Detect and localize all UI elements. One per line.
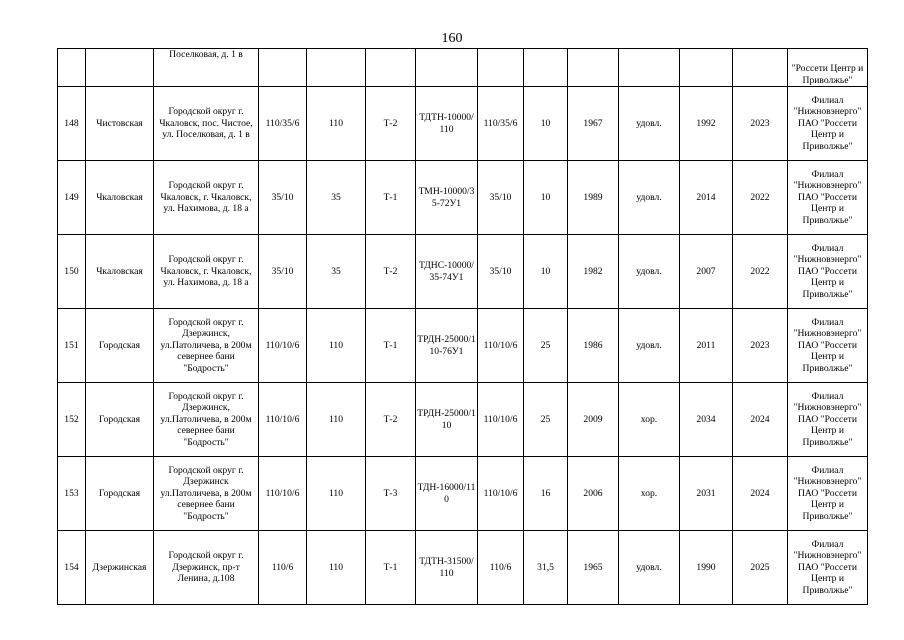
- cell-power: 10: [524, 161, 568, 235]
- table-row: [58, 235, 868, 309]
- cell-transformer-no: [366, 49, 416, 87]
- cell-address: Городской округ г. Дзержинск, пр-т Ленина, д.108: [154, 531, 259, 605]
- cell-voltage-trans: 110/10/6: [478, 383, 524, 457]
- cell-power: 16: [524, 457, 568, 531]
- cell-voltage-trans: 110/35/6: [478, 87, 524, 161]
- cell-condition: удовл.: [619, 309, 680, 383]
- cell-transformer-no: Т-3: [366, 457, 416, 531]
- cell-owner: Филиал "Нижновэнерго" ПАО "Россети Центр и Приволжье": [788, 87, 868, 161]
- cell-name: Городская: [86, 457, 154, 531]
- cell-voltage-trans: 110/10/6: [478, 309, 524, 383]
- cell-address: Поселковая, д. 1 в: [154, 49, 259, 87]
- cell-name: Чистовская: [86, 87, 154, 161]
- cell-year-commission: 2011: [680, 309, 733, 383]
- cell-owner: Филиал "Нижновэнерго" ПАО "Россети Центр и Приволжье": [788, 309, 868, 383]
- table-row: [58, 161, 868, 235]
- cell-year-manufacture: 1986: [568, 309, 619, 383]
- cell-year-commission: 1990: [680, 531, 733, 605]
- cell-condition: удовл.: [619, 235, 680, 309]
- cell-voltage-main: 110: [307, 309, 366, 383]
- cell-year-commission: 2034: [680, 383, 733, 457]
- cell-year-manufacture: 1982: [568, 235, 619, 309]
- cell-transformer-no: Т-1: [366, 531, 416, 605]
- cell-voltage-main: 110: [307, 531, 366, 605]
- cell-year-commission: [680, 49, 733, 87]
- cell-name: [86, 49, 154, 87]
- cell-year-replacement: 2023: [733, 309, 788, 383]
- cell-year-commission: 1992: [680, 87, 733, 161]
- table-row: [58, 87, 868, 161]
- cell-year-manufacture: 1967: [568, 87, 619, 161]
- cell-year-replacement: [733, 49, 788, 87]
- cell-condition: удовл.: [619, 531, 680, 605]
- cell-transformer-no: Т-1: [366, 161, 416, 235]
- cell-voltage-class: 110/10/6: [259, 309, 307, 383]
- cell-condition: хор.: [619, 383, 680, 457]
- cell-transformer-type: ТРДН-25000/110-76У1: [416, 309, 478, 383]
- cell-power: [524, 49, 568, 87]
- cell-year-commission: 2031: [680, 457, 733, 531]
- cell-transformer-no: Т-1: [366, 309, 416, 383]
- cell-year-replacement: 2022: [733, 235, 788, 309]
- cell-transformer-type: ТМН-10000/35-72У1: [416, 161, 478, 235]
- cell-address: Городской округ г. Дзержинск ул.Патоличева, в 200м севернее бани "Бодрость": [154, 457, 259, 531]
- cell-condition: хор.: [619, 457, 680, 531]
- cell-voltage-trans: 35/10: [478, 161, 524, 235]
- cell-voltage-class: 35/10: [259, 235, 307, 309]
- cell-transformer-no: Т-2: [366, 383, 416, 457]
- cell-voltage-main: 110: [307, 457, 366, 531]
- cell-owner: Филиал "Нижновэнерго" ПАО "Россети Центр и Приволжье": [788, 457, 868, 531]
- cell-name: Городская: [86, 309, 154, 383]
- cell-voltage-trans: [478, 49, 524, 87]
- table-row: [58, 457, 868, 531]
- continuation-row: [58, 49, 868, 87]
- cell-voltage-main: [307, 49, 366, 87]
- cell-name: Чкаловская: [86, 161, 154, 235]
- cell-year-manufacture: 2006: [568, 457, 619, 531]
- cell-voltage-trans: 35/10: [478, 235, 524, 309]
- cell-voltage-trans: 110/6: [478, 531, 524, 605]
- cell-num: 149: [58, 161, 86, 235]
- cell-year-replacement: 2023: [733, 87, 788, 161]
- cell-num: 154: [58, 531, 86, 605]
- cell-name: Дзержинская: [86, 531, 154, 605]
- cell-transformer-no: Т-2: [366, 87, 416, 161]
- cell-year-manufacture: 1965: [568, 531, 619, 605]
- cell-year-replacement: 2024: [733, 383, 788, 457]
- cell-power: 10: [524, 235, 568, 309]
- cell-owner: "Россети Центр и Приволжье": [788, 49, 868, 87]
- cell-voltage-class: 110/10/6: [259, 383, 307, 457]
- cell-voltage-main: 35: [307, 235, 366, 309]
- cell-address: Городской округ г. Чкаловск, г. Чкаловск, ул. Нахимова, д. 18 а: [154, 235, 259, 309]
- cell-address: Городской округ г. Дзержинск, ул.Патоличева, в 200м севернее бани "Бодрость": [154, 383, 259, 457]
- cell-power: 25: [524, 383, 568, 457]
- cell-year-replacement: 2022: [733, 161, 788, 235]
- cell-year-commission: 2007: [680, 235, 733, 309]
- table-body: [58, 49, 868, 605]
- cell-voltage-main: 110: [307, 383, 366, 457]
- cell-voltage-class: 110/35/6: [259, 87, 307, 161]
- cell-owner: Филиал "Нижновэнерго" ПАО "Россети Центр и Приволжье": [788, 235, 868, 309]
- table-row: [58, 309, 868, 383]
- cell-num: 148: [58, 87, 86, 161]
- cell-owner: Филиал "Нижновэнерго" ПАО "Россети Центр и Приволжье": [788, 161, 868, 235]
- cell-voltage-class: 110/6: [259, 531, 307, 605]
- cell-year-manufacture: [568, 49, 619, 87]
- cell-address: Городской округ г. Чкаловск, пос. Чистое, ул. Поселковая, д. 1 в: [154, 87, 259, 161]
- cell-num: 151: [58, 309, 86, 383]
- cell-voltage-main: 35: [307, 161, 366, 235]
- cell-transformer-no: Т-2: [366, 235, 416, 309]
- cell-voltage-class: 110/10/6: [259, 457, 307, 531]
- cell-year-replacement: 2025: [733, 531, 788, 605]
- cell-power: 10: [524, 87, 568, 161]
- cell-year-manufacture: 1989: [568, 161, 619, 235]
- cell-voltage-class: 35/10: [259, 161, 307, 235]
- cell-condition: [619, 49, 680, 87]
- cell-transformer-type: ТДНС-10000/35-74У1: [416, 235, 478, 309]
- cell-num: [58, 49, 86, 87]
- cell-transformer-type: ТДТН-10000/110: [416, 87, 478, 161]
- cell-transformer-type: [416, 49, 478, 87]
- cell-voltage-trans: 110/10/6: [478, 457, 524, 531]
- table-row: [58, 531, 868, 605]
- cell-owner: Филиал "Нижновэнерго" ПАО "Россети Центр и Приволжье": [788, 531, 868, 605]
- cell-condition: удовл.: [619, 87, 680, 161]
- cell-name: Чкаловская: [86, 235, 154, 309]
- cell-num: 152: [58, 383, 86, 457]
- cell-owner: Филиал "Нижновэнерго" ПАО "Россети Центр и Приволжье": [788, 383, 868, 457]
- cell-address: Городской округ г. Чкаловск, г. Чкаловск, ул. Нахимова, д. 18 а: [154, 161, 259, 235]
- cell-voltage-main: 110: [307, 87, 366, 161]
- cell-year-replacement: 2024: [733, 457, 788, 531]
- page-number: 160: [441, 31, 463, 46]
- cell-num: 150: [58, 235, 86, 309]
- cell-transformer-type: ТРДН-25000/110: [416, 383, 478, 457]
- substation-table: [57, 48, 868, 605]
- cell-year-manufacture: 2009: [568, 383, 619, 457]
- cell-year-commission: 2014: [680, 161, 733, 235]
- cell-name: Городская: [86, 383, 154, 457]
- cell-power: 25: [524, 309, 568, 383]
- cell-transformer-type: ТДТН-31500/110: [416, 531, 478, 605]
- cell-condition: удовл.: [619, 161, 680, 235]
- cell-num: 153: [58, 457, 86, 531]
- cell-voltage-class: [259, 49, 307, 87]
- cell-transformer-type: ТДН-16000/110: [416, 457, 478, 531]
- cell-address: Городской округ г. Дзержинск, ул.Патоличева, в 200м севернее бани "Бодрость": [154, 309, 259, 383]
- table-row: [58, 383, 868, 457]
- cell-power: 31,5: [524, 531, 568, 605]
